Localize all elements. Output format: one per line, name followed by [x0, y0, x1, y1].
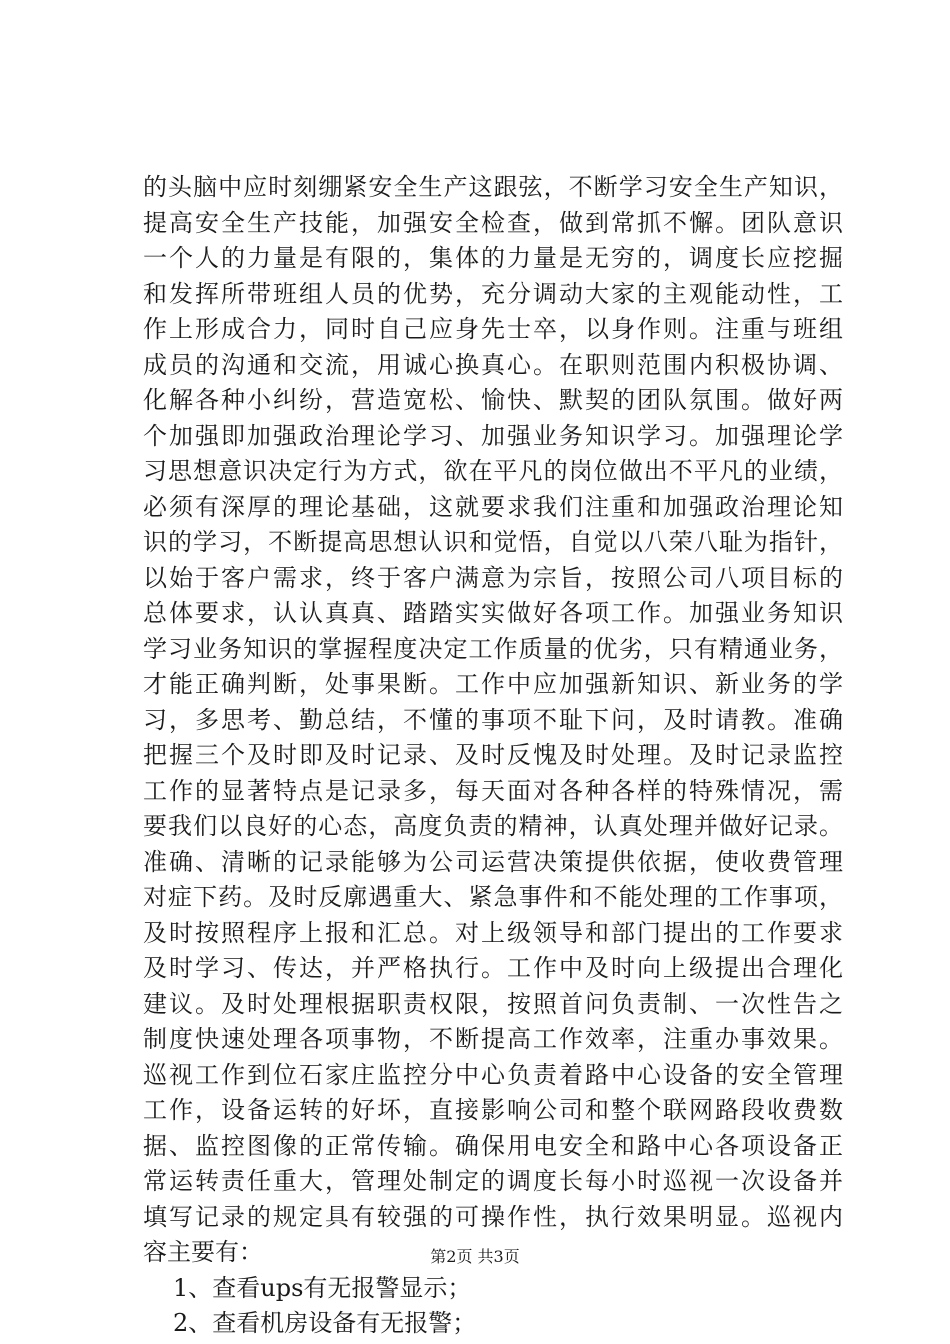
text-line: 及时按照程序上报和汇总。对上级领导和部门提出的工作要求	[143, 918, 843, 947]
text-line: 提高安全生产技能，加强安全检查，做到常抓不懈。团队意识	[143, 208, 843, 237]
text-line: 必须有深厚的理论基础，这就要求我们注重和加强政治理论知	[143, 492, 843, 521]
text-line: 作上形成合力，同时自己应身先士卒，以身作则。注重与班组	[143, 315, 843, 343]
text-line: 个加强即加强政治理论学习、加强业务知识学习。加强理论学	[143, 421, 843, 450]
text-line: 及时学习、传达，并严格执行。工作中及时向上级提出合理化	[143, 954, 843, 982]
text-line: 习思想意识决定行为方式，欲在平凡的岗位做出不平凡的业绩，	[143, 457, 843, 485]
text-line: 识的学习，不断提高思想认识和觉悟，自觉以八荣八耻为指针，	[143, 528, 843, 556]
text-line: 成员的沟通和交流，用诚心换真心。在职则范围内积极协调、	[143, 350, 843, 379]
text-line: 据、监控图像的正常传输。确保用电安全和路中心各项设备正	[143, 1131, 843, 1160]
text-line: 总体要求，认认真真、踏踏实实做好各项工作。加强业务知识	[143, 599, 843, 627]
text-line: 把握三个及时即及时记录、及时反愧及时处理。及时记录监控	[143, 741, 843, 769]
text-line: 才能正确判断，处事果断。工作中应加强新知识、新业务的学	[143, 670, 843, 698]
text-line: 对症下药。及时反廓遇重大、紧急事件和不能处理的工作事项，	[143, 883, 843, 911]
text-line: 要我们以良好的心态，高度负责的精神，认真处理并做好记录。	[143, 812, 843, 840]
body-text	[143, 170, 843, 1342]
text-line: 工作，设备运转的好坏，直接影响公司和整个联网路段收费数	[143, 1096, 843, 1124]
text-line: 建议。及时处理根据职责权限，按照首问负责制、一次性告之	[143, 989, 843, 1018]
text-line: 和发挥所带班组人员的优势，充分调动大家的主观能动性，工	[143, 279, 843, 308]
text-line: 习，多思考、勤总结，不懂的事项不耻下问，及时请教。准确	[143, 705, 843, 734]
text-line: 准确、清晰的记录能够为公司运营决策提供依据，使收费管理	[143, 847, 843, 876]
text-line: 的头脑中应时刻绷紧安全生产这跟弦，不断学习安全生产知识，	[143, 173, 843, 201]
list-item: 1、查看ups有无报警显示；	[173, 1273, 472, 1302]
text-line: 常运转责任重大，管理处制定的调度长每小时巡视一次设备并	[143, 1167, 843, 1195]
page-number-footer: 第2页 共3页	[430, 1247, 520, 1266]
text-line: 一个人的力量是有限的，集体的力量是无穷的，调度长应挖掘	[143, 244, 843, 272]
text-line: 容主要有：	[143, 1238, 263, 1266]
text-line: 工作的显著特点是记录多，每天面对各种各样的特殊情况，需	[143, 776, 843, 805]
text-line: 学习业务知识的掌握程度决定工作质量的优劣，只有精通业务，	[143, 634, 843, 663]
text-line: 化解各种小纠纷，营造宽松、愉快、默契的团队氛围。做好两	[143, 386, 843, 414]
text-line: 填写记录的规定具有较强的可操作性，执行效果明显。巡视内	[143, 1202, 843, 1231]
text-line: 制度快速处理各项事物，不断提高工作效率，注重办事效果。	[143, 1025, 843, 1053]
list-item: 2、查看机房设备有无报警；	[173, 1309, 477, 1337]
text-line: 以始于客户需求，终于客户满意为宗旨，按照公司八项目标的	[143, 563, 843, 592]
text-line: 巡视工作到位石家庄监控分中心负责着路中心设备的安全管理	[143, 1060, 843, 1089]
